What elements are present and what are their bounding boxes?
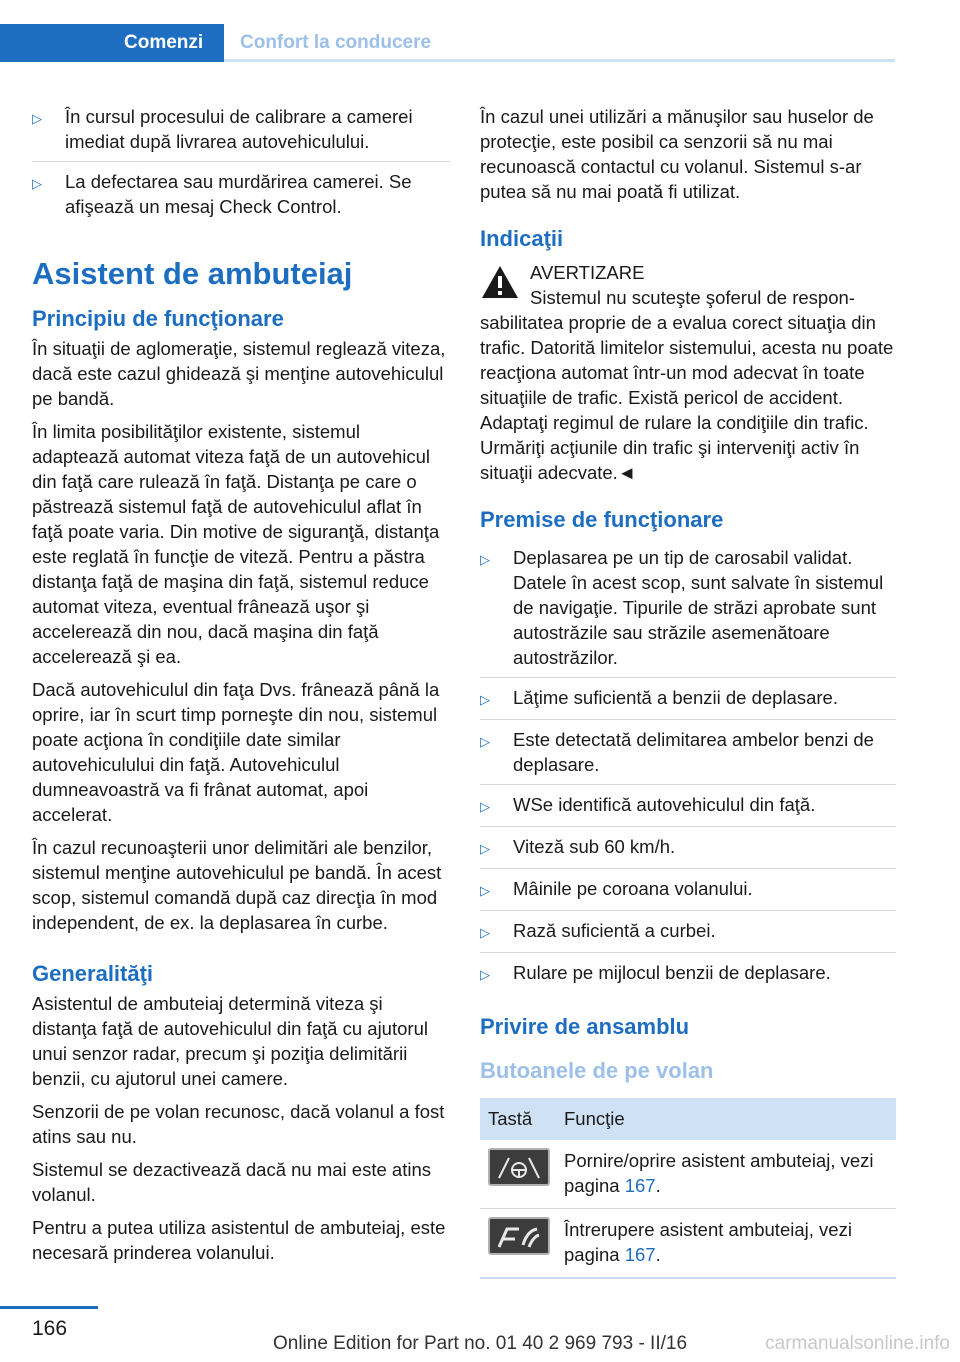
list-item-text: Deplasarea pe un tip de carosabil validat. Datele în acest scop, sunt salvate în sistemul de navigaţie. Tipurile de străzi aprobate sunt autostrăzile sau străzile asemenătoare autostrăzilor. — [513, 547, 884, 668]
key-cell — [480, 1209, 556, 1279]
warning-text-rest: sabilitatea proprie de a evalua corect situaţia din trafic. Datorită limitelor sistemului, acesta nu poate reacţiona automat într-un mod adecvat în toate situaţiile de trafic. Există pericol de accident. Adaptaţi regimul de rulare la condiţiile din trafic. Urmăriţi acţiunile din trafic şi interveniţi activ în situaţii adecvate.◄ — [480, 312, 894, 483]
triangle-bullet-icon: ▷ — [480, 799, 490, 814]
column-header-key: Tastă — [480, 1098, 556, 1140]
warning-text-first: Sistemul nu scuteşte şoferul de respon- — [530, 287, 855, 308]
list-item — [480, 876, 896, 911]
key-cell — [480, 1140, 556, 1209]
table-row — [480, 1209, 896, 1279]
premise-heading: Premise de funcţionare — [480, 507, 724, 532]
list-item-text: Rulare pe mijlocul benzii de deplasare. — [513, 962, 831, 983]
triangle-bullet-icon: ▷ — [480, 967, 490, 982]
function-text-end: . — [655, 1175, 661, 1196]
triangle-bullet-icon: ▷ — [32, 111, 42, 126]
paragraph: Sistemul se dezactivează dacă nu mai este atins volanul. — [32, 1159, 431, 1205]
function-text: Pornire/oprire asistent ambuteiaj, vezi pagina — [564, 1150, 874, 1196]
paragraph: În limita posibilităţilor existente, sistemul adaptează automat viteza faţă de un autovehicul din faţă care rulează în faţă. Distanţa pe care o păstrează sistemul faţă de autovehiculul aflat în faţă poate varia. Din motive de siguranţă, distanţa este reglată în funcţie de viteză. Pentru a păstra distanţa faţă de maşina din faţă, sistemul reduce automat viteza, eventual frânează uşor şi accelerează din nou, dacă maşina din faţă accelerează şi ea. — [32, 421, 440, 667]
header-tab-confort[interactable]: Confort la conducere — [240, 32, 432, 53]
paragraph: Dacă autovehiculul din faţa Dvs. frânează până la oprire, iar în scurt timp porneşte din nou, sistemul poate acţiona în condiţiile date similar autovehiculului din faţă. Autovehiculul dumneavoastră va fi frânat automat, apoi accelerat. — [32, 679, 440, 825]
list-item — [32, 104, 450, 162]
left-column — [32, 104, 450, 1273]
warning-triangle-icon — [480, 264, 520, 300]
page-number: 166 — [32, 1317, 68, 1340]
paragraph: Senzorii de pe volan recunosc, dacă volanul a fost atins sau nu. — [32, 1101, 445, 1147]
premise-bullet-list — [480, 545, 896, 994]
watermark: carmanualsonline.info — [765, 1333, 950, 1354]
function-cell — [556, 1209, 896, 1279]
paragraph: În cazul recunoaşterii unor delimitări ale benzilor, sistemul menţine autovehiculul pe bandă. În acest scop, sistemul comandă după caz direcţia în mod independent, de ex. la deplasarea în curbe. — [32, 837, 442, 933]
function-text: Întrerupere asistent ambuteiaj, vezi pagina — [564, 1219, 852, 1265]
list-item-text: La defectarea sau murdărirea camerei. Se afişează un mesaj Check Control. — [65, 171, 412, 217]
traffic-jam-assist-icon — [488, 1148, 550, 1186]
list-item-text: Viteză sub 60 km/h. — [513, 836, 676, 857]
list-item-text: Rază suficientă a curbei. — [513, 920, 716, 941]
page-link[interactable]: 167 — [624, 1175, 656, 1196]
list-item-text: Este detectată delimitarea ambelor benzi de deplasare. — [513, 729, 874, 775]
paragraph: Asistentul de ambuteiaj determină viteza şi distanţa faţă de autovehiculul din faţă cu ajutorul unui senzor radar, precum şi poziţia delimitării benzii, cu ajutorul unei camere. — [32, 993, 428, 1089]
triangle-bullet-icon: ▷ — [480, 692, 490, 707]
list-item — [480, 918, 896, 953]
paragraph: În cazul unei utilizări a mănuşilor sau huselor de protecţie, este posibil ca senzorii să nu mai recunoască contactul cu volanul. Sistemul s-ar putea să nu mai poată fi utilizat. — [480, 106, 874, 202]
list-item-text: Mâinile pe coroana volanului. — [513, 878, 753, 899]
overview-heading: Privire de ansamblu — [480, 1014, 690, 1039]
interrupt-assist-icon — [488, 1217, 550, 1255]
section-title: Asistent de ambuteiaj — [32, 256, 353, 291]
calibration-bullet-list — [32, 104, 450, 226]
list-item — [480, 834, 896, 869]
warning-box — [480, 260, 896, 485]
triangle-bullet-icon: ▷ — [480, 552, 490, 567]
principle-heading: Principiu de funcţionare — [32, 306, 284, 331]
paragraph: Pentru a putea utiliza asistentul de ambuteiaj, este necesară prinderea volanului. — [32, 1217, 446, 1263]
buttons-heading: Butoanele de pe volan — [480, 1058, 714, 1083]
footer-accent-line — [0, 1306, 98, 1309]
triangle-bullet-icon: ▷ — [480, 883, 490, 898]
table-row — [480, 1140, 896, 1209]
triangle-bullet-icon: ▷ — [480, 841, 490, 856]
header-tab-comenzi[interactable]: Comenzi — [124, 32, 204, 53]
warning-label: AVERTIZARE — [530, 262, 645, 283]
list-item — [480, 727, 896, 785]
list-item — [480, 545, 896, 678]
triangle-bullet-icon: ▷ — [480, 734, 490, 749]
general-heading: Generalităţi — [32, 961, 154, 986]
column-header-function: Funcţie — [556, 1098, 896, 1140]
list-item-text: În cursul procesului de calibrare a camerei imediat după livrarea autovehiculului. — [65, 106, 413, 152]
triangle-bullet-icon: ▷ — [480, 925, 490, 940]
list-item — [32, 169, 450, 226]
list-item — [480, 685, 896, 720]
triangle-bullet-icon: ▷ — [32, 176, 42, 191]
list-item — [480, 960, 896, 994]
buttons-table — [480, 1098, 896, 1279]
table-header-row — [480, 1098, 896, 1140]
function-cell — [556, 1140, 896, 1209]
right-column — [480, 104, 896, 1279]
paragraph: În situaţii de aglomeraţie, sistemul reglează viteza, dacă este cazul ghidează şi menţine autovehiculul pe bandă. — [32, 338, 446, 409]
edition-text: Online Edition for Part no. 01 40 2 969 793 - II/16 — [272, 1333, 688, 1354]
function-text-end: . — [655, 1244, 661, 1265]
page-link[interactable]: 167 — [624, 1244, 656, 1265]
indicatii-heading: Indicaţii — [480, 226, 564, 251]
list-item-text: WSe identifică autovehiculul din faţă. — [513, 794, 816, 815]
list-item — [480, 792, 896, 827]
list-item-text: Lăţime suficientă a benzii de deplasare. — [513, 687, 838, 708]
